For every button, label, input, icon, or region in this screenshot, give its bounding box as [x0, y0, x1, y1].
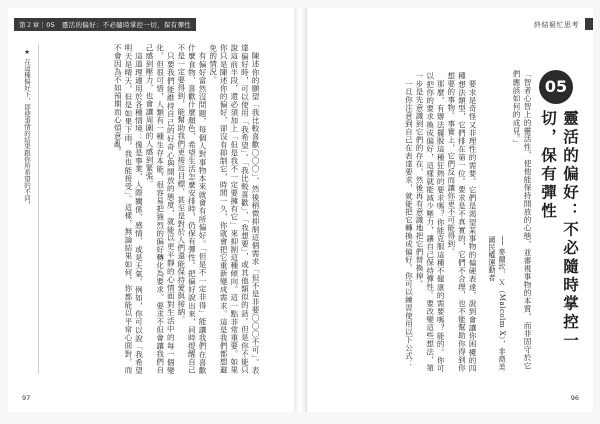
right-running-header: 終結窮忙思考 — [534, 21, 579, 29]
left-paragraph: 有偏好當然沒問題，每個人對事物本來就會有所偏好。「但是不一定非得」能讓我們在喜歡什麼食物、喜歡什麼顏色、希望生活怎麼安排時，仍保有彈性。把偏好說出來，同時提醒自己不是一定要得到，能幫助我們更接近目標，甚至是對於人們還能保持愛與接納。 — [176, 44, 208, 374]
right-page-number: 96 — [570, 394, 579, 402]
left-page — [8, 8, 295, 412]
chapter-number-badge: 05 — [539, 70, 573, 104]
left-paragraph: 陳述你的願望「我比較喜歡〇〇〇」，然後稍微抑制這個需求「但不是非要〇〇〇不可」。表達偏好時，可以使用「我希望」、「我比較喜歡」、「我想要」，或其他類似的話。但是你不能只說這前半段，還必須加上「但是我不一定要擁有它」來抑制這種傾向。這一點非常重要。如果你只是陳述你的偏好，卻沒有抑制它，時間一久，你就會把它重新變成需求。這是我們都想避免的情況。 — [208, 44, 260, 374]
left-body-text — [40, 44, 260, 374]
chapter-title: 靈活的偏好：不必隨時掌控一切，保有彈性 — [539, 110, 579, 351]
right-paragraph: 一旦你注意到自己在表達要求，就能把它轉換成偏好。你可以練習使用以下公式： — [404, 79, 414, 368]
header-tab-marker — [585, 18, 593, 30]
sidebar-note: ★ 在這種偏好下，即使事情的結果跟你所希望的不同， — [23, 48, 31, 208]
right-paragraph: 要求是奇怪又非理性的需要。它們是渴望某事物的偏硬表達，說到會讓你困擾的四種想法類型，它們排在第一位。要求是不真實的，它們不合理，也不能幫助你得到你想要的事物。事實上，它們反而讓你更不可能得到。 — [446, 72, 477, 372]
left-page-number: 97 — [22, 394, 31, 402]
sidebar-divider — [38, 44, 39, 374]
epigraph-quote: 「智者心智上的靈活性，使他能保持開放的心態，並審視事物的本質，而非固守於它們應該如何的成見。」 — [512, 70, 532, 370]
epigraph-attribution: ── 麥爾坎．Ｘ（Malcolm X），非裔美國民權運動者 — [488, 236, 507, 371]
right-body-text — [317, 72, 477, 372]
left-paragraph: 只要我們能維持自己的好奇心與開放的態度，就能以更平靜的心情面對生活中的每一個變化。但很可惜，人類有一種生存本能，很容易把強烈的偏好轉化為要求。要求不但會讓我們自己感到壓力，也會讓周圍的人感到緊張。 — [145, 44, 176, 374]
right-page — [306, 8, 593, 412]
left-paragraph: 這道理適用於各種情境：像是事業、人際關係、感情、或是天氣。例如，你可以說「我希望明天是晴天，但是如果下雨，我也能接受」。這樣，無論結果如何，你都能以平常心面對，而不會因為不如預期而心煩意亂。 — [113, 44, 144, 374]
right-paragraph: 那麼，有辦法擺脫這種狂熱的要求嗎？你能克服這種不健康的需要嗎？能的。你可以把你的要求換成偏好，這樣就能減少壓力，讓自己保持彈性。要改變這些想法，第一步是先意識到它們的存在，然後再有意識地把它們替換掉。 — [415, 72, 446, 372]
book-gutter — [294, 8, 306, 412]
left-running-header: 第２章｜05 靈活的偏好：不必隨時掌控一切，保有彈性 — [14, 18, 196, 31]
